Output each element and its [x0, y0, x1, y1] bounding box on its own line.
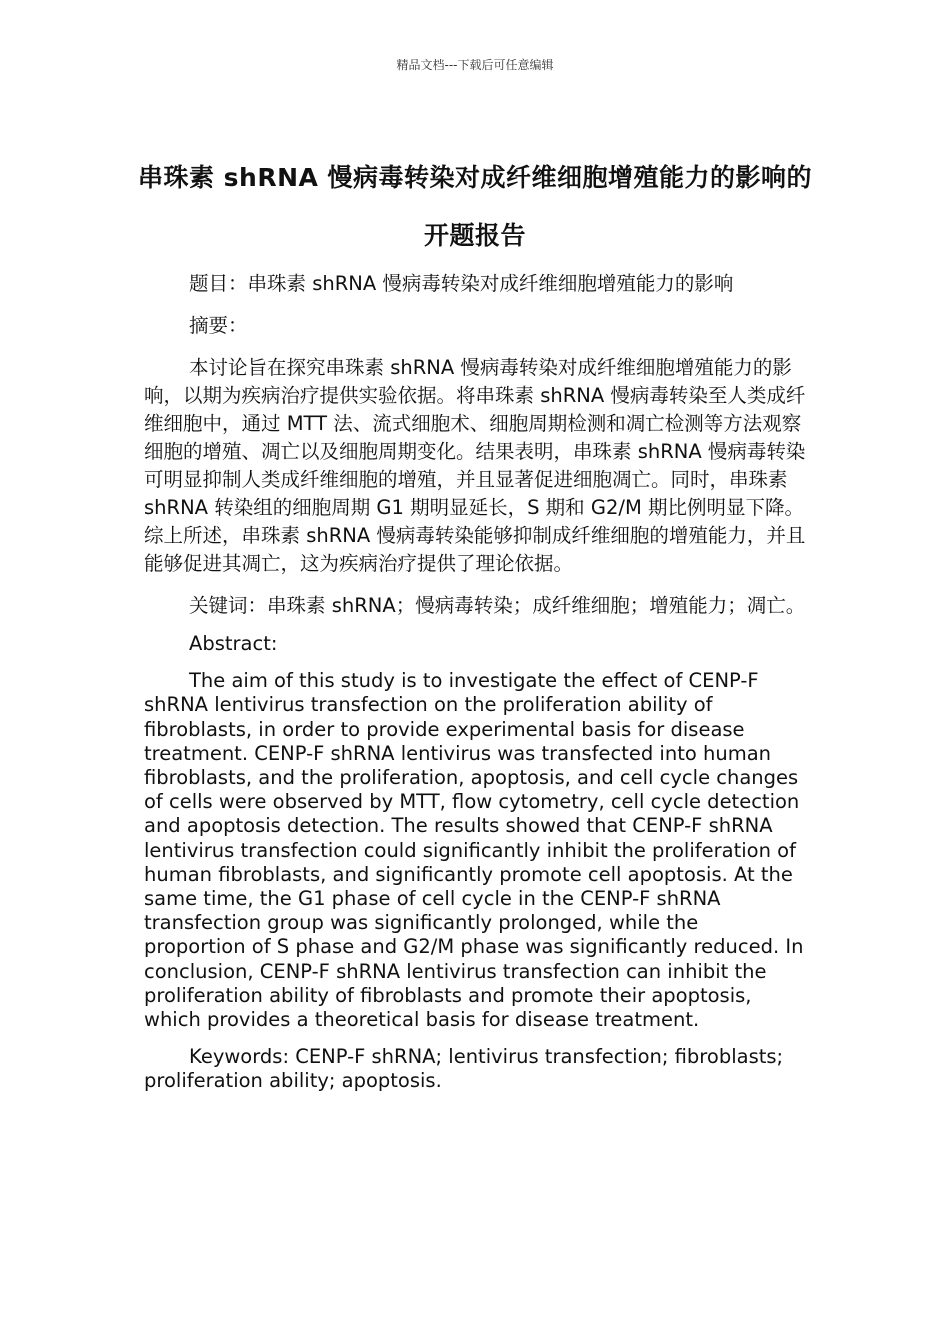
abstract-label-en: Abstract: — [189, 632, 278, 655]
abstract-label-cn: 摘要： — [189, 314, 248, 337]
abstract-paragraph-en: The aim of this study is to investigate the effect of CENP-F shRNA lentivirus transfection on the proliferation ability of fibroblasts, in order to provide experimental basis for disease treatment. CENP-F shRNA lentivirus was transfected into human fibroblasts, and the proliferation, apoptosis, and cell cycle changes of cells were observed by MTT, flow cytometry, cell cycle detection and apoptosis detection. The results showed that CENP-F shRNA lentivirus transfection could significantly inhibit the proliferation of human fibroblasts, and significantly promote cell apoptosis. At the same time, the G1 phase of cell cycle in the CENP-F shRNA transfection group was significantly prolonged, while the proportion of S phase and G2/M phase was significantly reduced. In conclusion, CENP-F shRNA lentivirus transfection can inhibit the proliferation ability of fibroblasts and promote their apoptosis, which provides a theoretical basis for disease treatment. — [144, 669, 804, 1032]
document-title: 串珠素 shRNA 慢病毒转染对成纤维细胞增殖能力的影响的开题报告 — [137, 162, 813, 250]
keywords-en: Keywords: CENP-F shRNA; lentivirus transfection; fibroblasts; proliferation ability; apoptosis. — [144, 1045, 784, 1093]
keywords-cn: 关键词：串珠素 shRNA；慢病毒转染；成纤维细胞；增殖能力；凋亡。 — [189, 594, 806, 617]
abstract-paragraph-cn: 本讨论旨在探究串珠素 shRNA 慢病毒转染对成纤维细胞增殖能力的影响，以期为疾病治疗提供实验依据。将串珠素 shRNA 慢病毒转染至人类成纤维细胞中，通过 MTT 法、流式细胞术、细胞周期检测和凋亡检测等方法观察细胞的增殖、凋亡以及细胞周期变化。结果表明，串珠素 shRNA 慢病毒转染可明显抑制人类成纤维细胞的增殖，并且显著促进细胞凋亡。同时，串珠素 shRNA 转染组的细胞周期 G1 期明显延长，S 期和 G2/M 期比例明显下降。综上所述，串珠素 shRNA 慢病毒转染能够抑制成纤维细胞的增殖能力，并且能够促进其凋亡，这为疾病治疗提供了理论依据。 — [144, 356, 806, 575]
document-body — [144, 270, 806, 1094]
subject-line: 题目：串珠素 shRNA 慢病毒转染对成纤维细胞增殖能力的影响 — [189, 272, 734, 295]
page-header-note: 精品文档---下载后可任意编辑 — [396, 58, 554, 72]
